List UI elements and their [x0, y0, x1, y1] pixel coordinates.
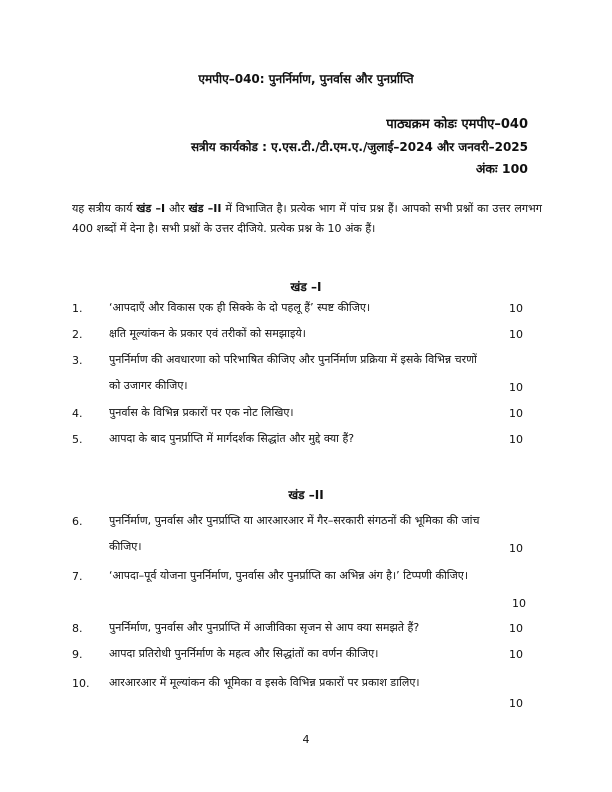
question-marks: 10	[509, 407, 523, 420]
question-number: 4.	[72, 407, 83, 420]
question-number: 3.	[72, 354, 83, 367]
question-text: आपदा के बाद पुनर्प्राप्ति में मार्गदर्शक सिद्धांत और मुद्दे क्या हैं?	[109, 432, 355, 445]
question-number: 2.	[72, 328, 83, 341]
intro-section-1: खंड –I	[136, 202, 166, 215]
question-marks: 10	[509, 697, 523, 710]
question-number: 5.	[72, 433, 83, 446]
intro-section-2: खंड –II	[188, 202, 222, 215]
total-marks: अंकः 100	[475, 161, 528, 176]
intro-text-1: यह सत्रीय कार्य	[72, 202, 137, 215]
question-number: 8.	[72, 622, 83, 635]
question-number: 6.	[72, 515, 83, 528]
question-text: पुनर्निर्माण, पुनर्वास और पुनर्प्राप्ति में आजीविका सृजन से आप क्या समझते हैं?	[109, 621, 420, 634]
question-marks: 10	[509, 433, 523, 446]
question-marks: 10	[509, 542, 523, 555]
page-number: 4	[302, 733, 310, 746]
intro-text-2: और	[165, 202, 189, 215]
question-text: ‘आपदा–पूर्व योजना पुनर्निर्माण, पुनर्वास और पुनर्प्राप्ति का अभिन्न अंग है।’ टिप्पणी कीजिए।	[109, 569, 469, 582]
question-number: 10.	[72, 677, 90, 690]
question-marks: 10	[509, 622, 523, 635]
course-code: पाठ्यक्रम कोडः एमपीए–040	[386, 117, 528, 132]
instructions-paragraph	[72, 199, 542, 239]
question-marks: 10	[509, 381, 523, 394]
question-number: 9.	[72, 648, 83, 661]
question-number: 1.	[72, 302, 83, 315]
question-text: पुनर्निर्माण, पुनर्वास और पुनर्प्राप्ति या आरआरआर में गैर–सरकारी संगठनों की भूमिका की जांच कीजिए।	[109, 514, 480, 553]
question-text: ‘आपदाएँ और विकास एक ही सिक्के के दो पहलू हैं’ स्पष्ट कीजिए।	[109, 301, 371, 314]
question-text: पुनर्निर्माण की अवधारणा को परिभाषित कीजिए और पुनर्निर्माण प्रक्रिया में इसके विभिन्न चरणों को उजागर कीजिए।	[109, 353, 477, 392]
question-text: आपदा प्रतिरोधी पुनर्निर्माण के महत्व और सिद्धांतों का वर्णन कीजिए।	[109, 647, 379, 660]
question-marks: 10	[509, 328, 523, 341]
question-text: क्षति मूल्यांकन के प्रकार एवं तरीकों को समझाइये।	[109, 327, 306, 340]
assignment-code: सत्रीय कार्यकोड : ए.एस.टी./टी.एम.ए./जुलाई–2024 और जनवरी–2025	[190, 140, 528, 154]
question-marks: 10	[512, 597, 526, 610]
question-marks: 10	[509, 648, 523, 661]
section-heading: खंड –I	[290, 280, 322, 294]
question-number: 7.	[72, 570, 83, 583]
document-title: एमपीए–040: पुनर्निर्माण, पुनर्वास और पुनर्प्राप्ति	[198, 72, 414, 86]
intro-text-3: में विभाजित है। प्रत्येक भाग में पांच प्रश्न हैं। आपको सभी प्रश्नों का उत्तर लगभग 400 शब्दों में देना है। सभी प्रश्नों के उत्तर दीजिये. प्रत्येक प्रश्न के 10 अंक हैं।	[72, 202, 542, 235]
section-heading: खंड –II	[288, 488, 324, 502]
question-marks: 10	[509, 302, 523, 315]
question-text: पुनर्वास के विभिन्न प्रकारों पर एक नोट लिखिए।	[109, 406, 294, 419]
question-text: आरआरआर में मूल्यांकन की भूमिका व इसके विभिन्न प्रकारों पर प्रकाश डालिए।	[109, 676, 420, 689]
